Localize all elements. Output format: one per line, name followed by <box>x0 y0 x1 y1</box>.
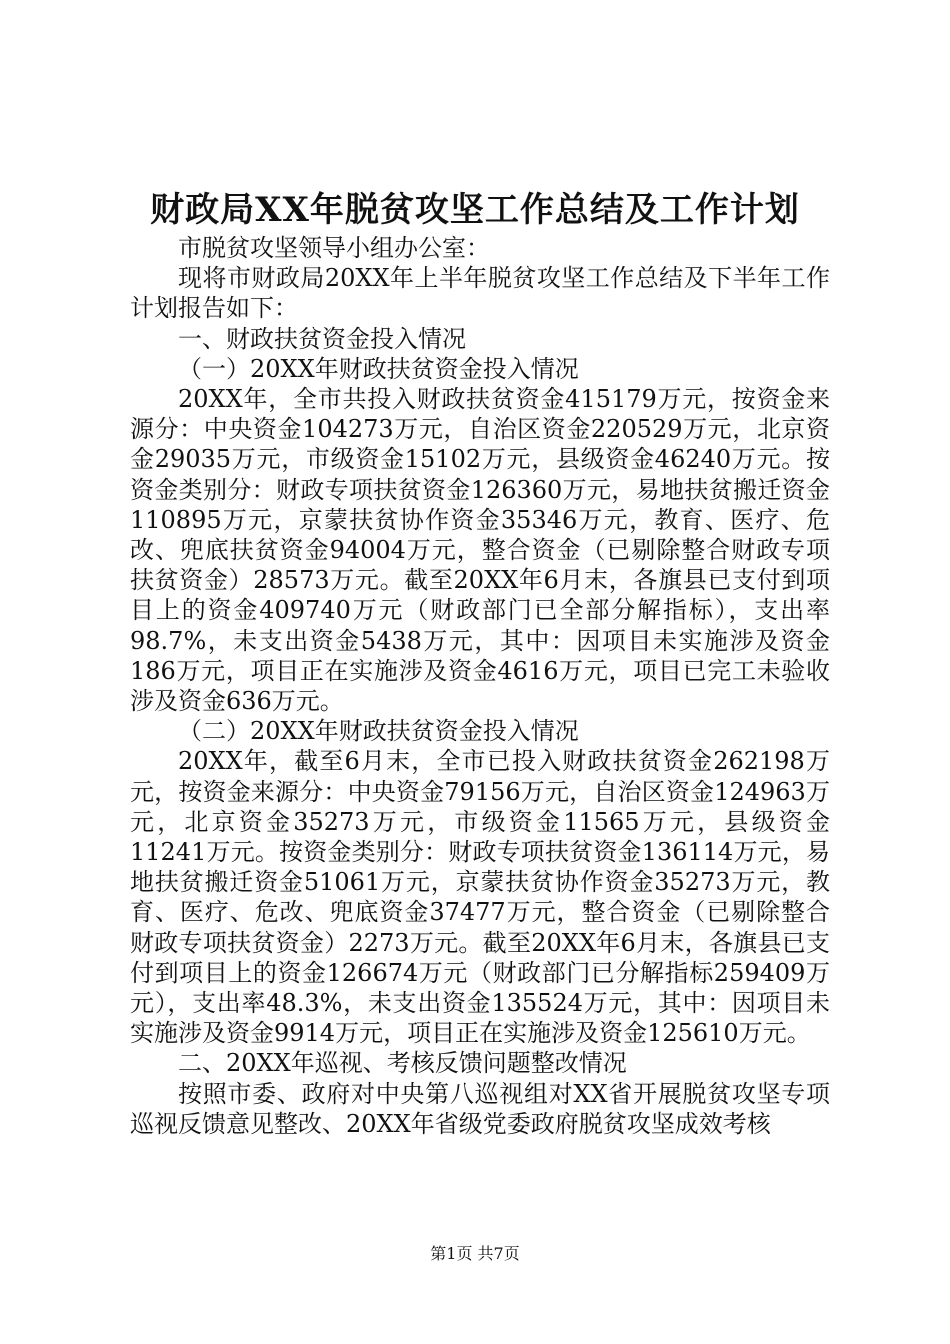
subsection-heading-2: （二）20XX年财政扶贫资金投入情况 <box>178 717 579 746</box>
document-title: 财政局XX年脱贫攻坚工作总结及工作计划 <box>150 190 800 230</box>
page-footer: 第1页 共7页 <box>430 1244 520 1263</box>
subsection-heading-1: （一）20XX年财政扶贫资金投入情况 <box>178 354 579 383</box>
section-heading-2: 二、20XX年巡视、考核反馈问题整改情况 <box>178 1049 627 1078</box>
document-body <box>130 233 830 1139</box>
funding-paragraph-2: 20XX年，截至6月末，全市已投入财政扶贫资金262198万元，按资金来源分：中央资金79156万元，自治区资金124963万元，北京资金35273万元，市级资金11565万元，县级资金11241万元。按资金类别分：财政专项扶贫资金136114万元，易地扶贫搬迁资金51061万元，京蒙扶贫协作资金35273万元，教育、医疗、危改、兜底资金37477万元，整合资金（已剔除整合财政专项扶贫资金）2273万元。截至20XX年6月末，各旗县已支付到项目上的资金126674万元（财政部门已分解指标259409万元），支出率48.3%，未支出资金135524万元，其中：因项目未实施涉及资金9914万元，项目正在实施涉及资金125610万元。 <box>130 747 830 1048</box>
funding-paragraph-1: 20XX年，全市共投入财政扶贫资金415179万元，按资金来源分：中央资金104273万元，自治区资金220529万元，北京资金29035万元，市级资金15102万元，县级资金46240万元。按资金类别分：财政专项扶贫资金126360万元，易地扶贫搬迁资金110895万元，京蒙扶贫协作资金35346万元，教育、医疗、危改、兜底扶贫资金94004万元，整合资金（已剔除整合财政专项扶贫资金）28573万元。截至20XX年6月末，各旗县已支付到项目上的资金409740万元（财政部门已全部分解指标），支出率98.7%，未支出资金5438万元，其中：因项目未实施涉及资金186万元，项目正在实施涉及资金4616万元，项目已完工未验收涉及资金636万元。 <box>130 385 830 716</box>
salutation-paragraph: 市脱贫攻坚领导小组办公室： <box>178 234 490 262</box>
rectification-paragraph: 按照市委、政府对中央第八巡视组对XX省开展脱贫攻坚专项巡视反馈意见整改、20XX年省级党委政府脱贫攻坚成效考核 <box>130 1079 830 1138</box>
intro-paragraph: 现将市财政局20XX年上半年脱贫攻坚工作总结及下半年工作计划报告如下： <box>130 264 830 323</box>
section-heading-1: 一、财政扶贫资金投入情况 <box>178 324 466 353</box>
